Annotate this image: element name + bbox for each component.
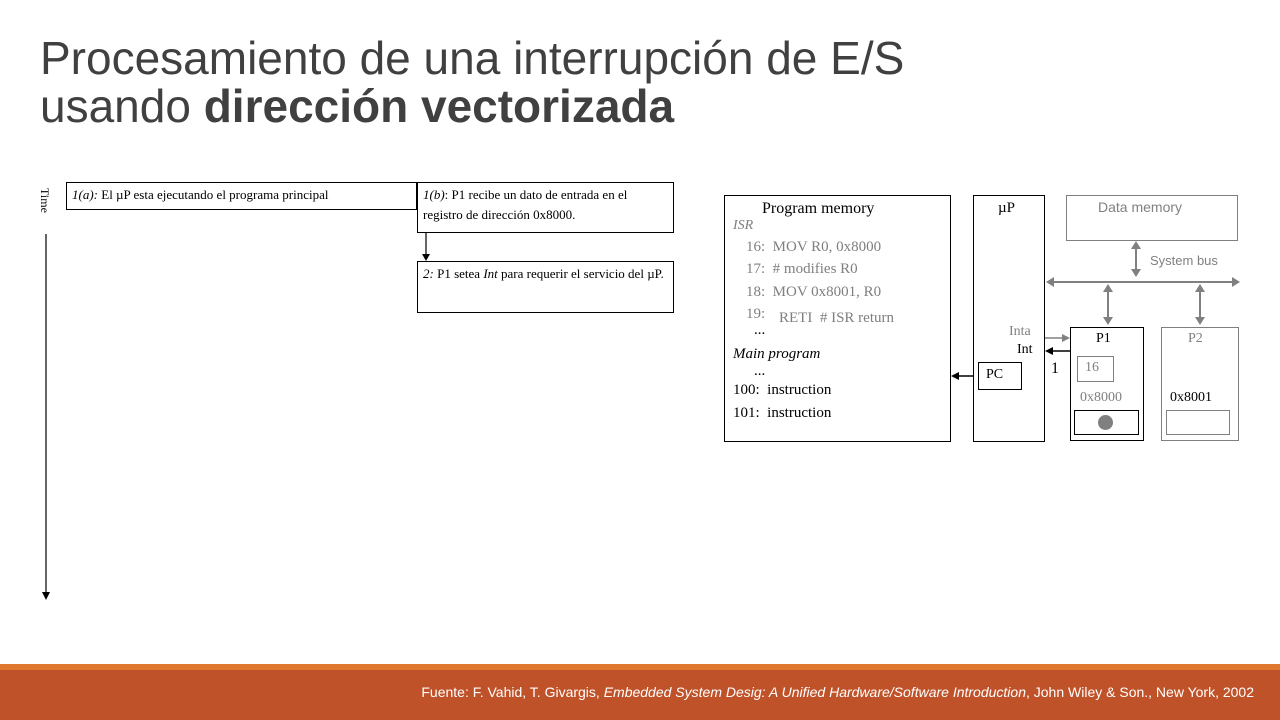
step-1a-label: 1(a): xyxy=(72,187,98,202)
isr-line-16: 16: MOV R0, 0x8000 xyxy=(746,239,882,255)
footer-prefix: Fuente: F. Vahid, T. Givargis, xyxy=(421,684,604,700)
p2-label: P2 xyxy=(1188,331,1203,346)
int-label: Int xyxy=(1017,342,1033,357)
p1-label: P1 xyxy=(1096,331,1111,346)
inta-label: Inta xyxy=(1009,324,1031,339)
title-line-1: Procesamiento de una interrupción de E/S xyxy=(40,32,905,84)
isr-label: ISR xyxy=(733,218,754,233)
isr-line-17: 17: # modifies R0 xyxy=(746,261,858,277)
main-line-101: 101: instruction xyxy=(733,405,832,421)
pc-label: PC xyxy=(986,367,1004,382)
p1-data-dot xyxy=(1098,415,1113,430)
footer-accent-line xyxy=(0,664,1280,670)
title-line-2-prefix: usando xyxy=(40,80,204,132)
step-2-int: Int xyxy=(483,266,498,281)
data-memory-label: Data memory xyxy=(1098,199,1183,215)
footer-suffix: , John Wiley & Son., New York, 2002 xyxy=(1025,684,1254,700)
main-program-label: Main program xyxy=(733,346,821,362)
step-1b-label: 1(b) xyxy=(423,187,445,202)
isr-line-reti: RETI # ISR return xyxy=(779,310,894,326)
microprocessor-box xyxy=(973,195,1045,442)
dots-1: ... xyxy=(754,322,766,338)
int-value: 1 xyxy=(1051,360,1059,377)
dots-2: ... xyxy=(754,363,766,379)
p1-address: 0x8000 xyxy=(1080,390,1122,405)
microprocessor-label: µP xyxy=(998,200,1015,216)
system-bus-label: System bus xyxy=(1150,253,1218,268)
step-1a-text: El µP esta ejecutando el programa principal xyxy=(98,187,329,202)
main-line-100: 100: instruction xyxy=(733,382,832,398)
isr-line-18: 18: MOV 0x8001, R0 xyxy=(746,284,882,300)
footer-book: Embedded System Desig: A Unified Hardware/Software Introduction xyxy=(603,684,1026,700)
p2-address: 0x8001 xyxy=(1170,390,1212,405)
p1-value: 16 xyxy=(1085,360,1099,375)
p2-register xyxy=(1166,410,1230,435)
program-memory-title: Program memory xyxy=(762,200,875,217)
step-2-text-a: P1 setea xyxy=(433,266,484,281)
title-line-2-bold: dirección vectorizada xyxy=(203,80,675,132)
time-label: Time xyxy=(38,188,52,213)
isr-line-19: 19: xyxy=(746,306,766,322)
footer-source xyxy=(0,684,1254,700)
step-1b-text: : P1 recibe un dato de entrada en el registro de dirección 0x8000. xyxy=(423,187,628,222)
step-2-label: 2: xyxy=(423,266,434,281)
step-2-text-b: para requerir el servicio del µP. xyxy=(497,266,664,281)
